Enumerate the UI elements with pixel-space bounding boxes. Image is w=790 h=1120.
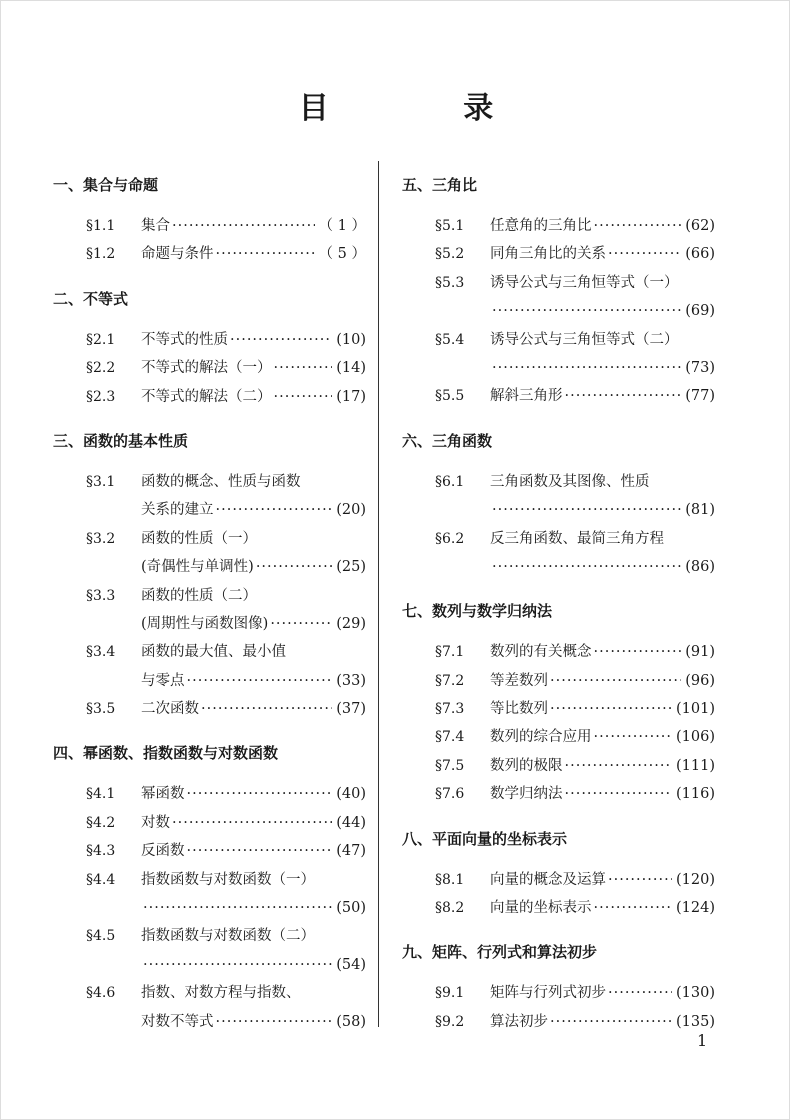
toc-entry[interactable] (53, 809, 366, 837)
toc-entry[interactable] (53, 780, 366, 808)
section-title: 同角三角比的关系 (490, 246, 606, 263)
chapter-heading[interactable]: 四、幂函数、指数函数与对数函数 (53, 744, 279, 763)
section-number: §7.1 (435, 644, 465, 661)
section-number (53, 667, 141, 695)
dot-leader (201, 695, 332, 723)
toc-entry[interactable] (402, 752, 715, 780)
section-title: 关系的建立 (141, 502, 214, 519)
chapter-heading[interactable]: 一、集合与命题 (53, 176, 159, 194)
page-reference: (33) (336, 672, 366, 689)
dot-leader (608, 979, 672, 1007)
toc-entry-line (53, 212, 366, 240)
toc-entry-line (53, 525, 366, 553)
toc-entry-line (402, 354, 715, 382)
section-number (53, 610, 141, 638)
section-number (402, 553, 490, 581)
section-number: §2.1 (86, 331, 116, 348)
dot-leader (565, 382, 682, 410)
section-number: §7.6 (435, 786, 465, 803)
section-number: §7.2 (435, 672, 465, 689)
toc-entry-line (402, 866, 715, 894)
toc-entry-line (53, 240, 366, 268)
page-reference: (44) (336, 814, 366, 831)
dot-leader (143, 894, 332, 922)
toc-entry-line (53, 354, 366, 382)
section-title: 等差数列 (490, 672, 548, 689)
toc-entry[interactable] (53, 240, 366, 268)
toc-chapter (402, 597, 715, 808)
section-title: 命题与条件 (141, 246, 214, 263)
section-number (53, 894, 141, 922)
section-number: §8.2 (435, 900, 465, 917)
dot-leader (172, 212, 315, 240)
section-title: 函数的概念、性质与函数 (141, 473, 301, 490)
section-number (53, 951, 141, 979)
toc-entry[interactable] (53, 326, 366, 354)
section-title: 对数 (141, 814, 170, 831)
page-reference: (40) (336, 786, 366, 803)
section-number: §3.5 (86, 701, 116, 718)
page-number: 1 (697, 1031, 708, 1050)
dot-leader (216, 1008, 333, 1036)
toc-entry-line (53, 553, 366, 581)
chapter-heading[interactable]: 七、数列与数学归纳法 (402, 602, 553, 621)
page-reference: (111) (676, 757, 715, 774)
page-reference: (20) (336, 502, 366, 519)
section-number (53, 1008, 141, 1036)
dot-leader (492, 496, 681, 524)
dot-leader (187, 780, 333, 808)
toc-entry-line (402, 553, 715, 581)
toc-entry[interactable] (402, 723, 715, 751)
page-reference: (124) (676, 900, 715, 917)
section-title: 等比数列 (490, 701, 548, 718)
toc-entry[interactable] (402, 638, 715, 666)
dot-leader (565, 752, 673, 780)
section-number: §3.1 (86, 473, 116, 490)
toc-chapter (402, 938, 715, 1036)
section-number: §4.6 (86, 985, 116, 1002)
dot-leader (550, 667, 681, 695)
toc-entry-line (402, 297, 715, 325)
toc-entry-line (402, 525, 715, 553)
section-title: 二次函数 (141, 701, 199, 718)
toc-entry[interactable] (53, 922, 366, 979)
section-title: 向量的坐标表示 (490, 900, 592, 917)
toc-entry[interactable] (53, 979, 366, 1036)
dot-leader (550, 695, 672, 723)
toc-entry-line (402, 468, 715, 496)
toc-entry-line (402, 212, 715, 240)
dot-leader (492, 297, 681, 325)
toc-entry-line (53, 468, 366, 496)
toc-entry-line (402, 780, 715, 808)
section-number: §5.4 (435, 331, 465, 348)
toc-entry[interactable] (53, 468, 366, 525)
section-number: §9.1 (435, 985, 465, 1002)
dot-leader (492, 354, 681, 382)
section-title: 解斜三角形 (490, 388, 563, 405)
toc-entry[interactable] (402, 1008, 715, 1036)
section-number: §4.2 (86, 814, 116, 831)
chapter-heading[interactable]: 二、不等式 (53, 289, 129, 308)
section-number (402, 496, 490, 524)
section-number: §4.5 (86, 928, 116, 945)
dot-leader (594, 723, 673, 751)
toc-entry-line (53, 667, 366, 695)
toc-entry-line (53, 809, 366, 837)
chapter-heading[interactable]: 八、平面向量的坐标表示 (402, 829, 568, 848)
toc-entry[interactable] (402, 382, 715, 410)
toc-entry[interactable] (402, 240, 715, 268)
dot-leader (172, 809, 332, 837)
toc-entry[interactable] (53, 383, 366, 411)
section-number: §6.2 (435, 530, 465, 547)
chapter-heading[interactable]: 五、三角比 (402, 176, 478, 194)
toc-entry[interactable] (53, 525, 366, 582)
toc-entry-line (53, 496, 366, 524)
section-number: §3.3 (86, 587, 116, 604)
page-reference: (17) (336, 388, 366, 405)
toc-entry-line (402, 269, 715, 297)
page-reference: (37) (336, 701, 366, 718)
toc-column-left (53, 171, 366, 1036)
page-reference: (116) (676, 786, 715, 803)
section-title: 反三角函数、最简三角方程 (490, 530, 664, 547)
page-reference: (130) (676, 985, 715, 1002)
page-reference: (54) (336, 956, 366, 973)
toc-entry[interactable] (402, 468, 715, 525)
dot-leader (187, 667, 333, 695)
toc-entry-line (53, 326, 366, 354)
page-reference: (66) (685, 246, 715, 263)
section-number: §6.1 (435, 473, 465, 490)
section-title: 数列的综合应用 (490, 729, 592, 746)
toc-entry[interactable] (402, 695, 715, 723)
page-reference: (96) (685, 672, 715, 689)
page-reference: (135) (676, 1013, 715, 1030)
section-number: §8.1 (435, 871, 465, 888)
toc-entry[interactable] (402, 780, 715, 808)
dot-leader (594, 638, 682, 666)
toc-chapter (53, 427, 366, 724)
section-number (53, 496, 141, 524)
section-title: (奇偶性与单调性) (141, 559, 254, 576)
section-number: §4.4 (86, 871, 116, 888)
dot-leader (256, 553, 332, 581)
toc-chapter (402, 427, 715, 582)
toc-entry-line (53, 951, 366, 979)
section-title: 幂函数 (141, 786, 185, 803)
section-number (402, 297, 490, 325)
dot-leader (187, 837, 333, 865)
section-number: §5.3 (435, 274, 465, 291)
toc-entry-line (53, 780, 366, 808)
section-number: §2.2 (86, 360, 116, 377)
chapter-heading[interactable]: 六、三角函数 (402, 431, 493, 450)
toc-entry-line (402, 894, 715, 922)
toc-entry-line (402, 1008, 715, 1036)
page-title: 目 录 (298, 91, 556, 126)
section-title: 与零点 (141, 672, 185, 689)
toc-entry-line (53, 610, 366, 638)
section-title: 算法初步 (490, 1013, 548, 1030)
section-title: 向量的概念及运算 (490, 871, 606, 888)
chapter-heading[interactable]: 九、矩阵、行列式和算法初步 (402, 943, 598, 962)
dot-leader (565, 780, 673, 808)
dot-leader (270, 610, 332, 638)
page-reference: (10) (336, 331, 366, 348)
toc-entry[interactable] (402, 326, 715, 383)
page-reference: (91) (685, 644, 715, 661)
toc-entry[interactable] (53, 837, 366, 865)
page-reference: (14) (336, 360, 366, 377)
toc-entry-line (402, 240, 715, 268)
toc-entry-line (402, 723, 715, 751)
section-title: 指数、对数方程与指数、 (141, 985, 301, 1002)
toc-entry[interactable] (53, 212, 366, 240)
section-title: 矩阵与行列式初步 (490, 985, 606, 1002)
toc-entry-line (53, 866, 366, 894)
section-number: §2.3 (86, 388, 116, 405)
section-number: §3.4 (86, 644, 116, 661)
section-title: 函数的最大值、最小值 (141, 644, 286, 661)
toc-chapter (53, 285, 366, 411)
section-number: §5.5 (435, 388, 465, 405)
toc-chapter (402, 171, 715, 411)
page-reference: (120) (676, 871, 715, 888)
toc-column-right (402, 171, 715, 1036)
dot-leader (216, 240, 315, 268)
dot-leader (594, 212, 682, 240)
toc-entry-line (53, 922, 366, 950)
toc-entry-line (402, 326, 715, 354)
toc-entry-line (53, 979, 366, 1007)
section-number: §5.1 (435, 218, 465, 234)
section-number: §9.2 (435, 1013, 465, 1030)
section-number (53, 553, 141, 581)
toc-entry[interactable] (402, 525, 715, 582)
dot-leader (274, 354, 333, 382)
toc-entry-line (53, 695, 366, 723)
section-number: §3.2 (86, 530, 116, 547)
toc-entry-line (402, 695, 715, 723)
toc-entry-line (402, 752, 715, 780)
page-reference: （ 1 ） (318, 218, 366, 234)
toc-entry-line (53, 383, 366, 411)
toc-entry-line (53, 582, 366, 610)
dot-leader (492, 553, 681, 581)
section-number: §1.1 (86, 218, 116, 234)
toc-entry-line (402, 979, 715, 1007)
section-number: §4.3 (86, 843, 116, 860)
page-reference: (101) (676, 701, 715, 718)
page-reference: (77) (685, 388, 715, 405)
section-title: 指数函数与对数函数（二） (141, 928, 315, 945)
page-reference: (58) (336, 1013, 366, 1030)
toc-entry[interactable] (402, 894, 715, 922)
section-title: 诱导公式与三角恒等式（二） (490, 331, 679, 348)
toc-entry[interactable] (402, 979, 715, 1007)
section-number (402, 354, 490, 382)
toc-entry[interactable] (402, 212, 715, 240)
dot-leader (608, 240, 681, 268)
toc-entry-line (53, 1008, 366, 1036)
toc-entry-line (402, 667, 715, 695)
section-title: 指数函数与对数函数（一） (141, 871, 315, 888)
dot-leader (594, 894, 673, 922)
section-title: 反函数 (141, 843, 185, 860)
section-title: 三角函数及其图像、性质 (490, 473, 650, 490)
section-number: §4.1 (86, 786, 116, 803)
section-title: 函数的性质（一） (141, 530, 257, 547)
page-reference: (50) (336, 900, 366, 917)
toc-chapter (53, 171, 366, 269)
section-title: 集合 (141, 218, 170, 234)
dot-leader (143, 951, 332, 979)
toc-entry-line (402, 496, 715, 524)
page-reference: (29) (336, 615, 366, 632)
section-number: §7.4 (435, 729, 465, 746)
toc-entry[interactable] (402, 866, 715, 894)
page-reference: (81) (685, 502, 715, 519)
chapter-heading[interactable]: 三、函数的基本性质 (53, 431, 189, 450)
toc-entry[interactable] (53, 638, 366, 695)
section-title: 函数的性质（二） (141, 587, 257, 604)
section-title: (周期性与函数图像) (141, 615, 269, 632)
toc-chapter (402, 825, 715, 923)
dot-leader (550, 1008, 672, 1036)
section-title: 任意角的三角比 (490, 218, 592, 234)
toc-entry[interactable] (402, 667, 715, 695)
toc-entry[interactable] (53, 354, 366, 382)
section-title: 对数不等式 (141, 1013, 214, 1030)
page-reference: (69) (685, 303, 715, 320)
toc-entry[interactable] (53, 695, 366, 723)
section-title: 诱导公式与三角恒等式（一） (490, 274, 679, 291)
page-reference: (47) (336, 843, 366, 860)
toc-entry[interactable] (402, 269, 715, 326)
page-reference: (73) (685, 359, 715, 376)
toc-entry-line (402, 638, 715, 666)
section-number: §7.5 (435, 757, 465, 774)
toc-entry[interactable] (53, 866, 366, 923)
section-number: §7.3 (435, 701, 465, 718)
toc-entry-line (402, 382, 715, 410)
toc-entry-line (53, 837, 366, 865)
section-title: 数学归纳法 (490, 786, 563, 803)
toc-entry-line (53, 638, 366, 666)
toc-entry[interactable] (53, 582, 366, 639)
section-number: §1.2 (86, 246, 116, 263)
dot-leader (274, 383, 333, 411)
page-reference: (62) (685, 218, 715, 234)
section-title: 不等式的解法（二） (141, 388, 272, 405)
dot-leader (230, 326, 332, 354)
column-divider (378, 161, 379, 1027)
page-reference: (106) (676, 729, 715, 746)
section-title: 数列的极限 (490, 757, 563, 774)
toc-chapter (53, 739, 366, 1036)
dot-leader (216, 496, 333, 524)
toc-entry-line (53, 894, 366, 922)
section-number: §5.2 (435, 246, 465, 263)
page-reference: (25) (336, 559, 366, 576)
section-title: 数列的有关概念 (490, 644, 592, 661)
page-reference: (86) (685, 558, 715, 575)
page-reference: （ 5 ） (318, 246, 366, 263)
section-title: 不等式的性质 (141, 331, 228, 348)
dot-leader (608, 866, 672, 894)
section-title: 不等式的解法（一） (141, 360, 272, 377)
